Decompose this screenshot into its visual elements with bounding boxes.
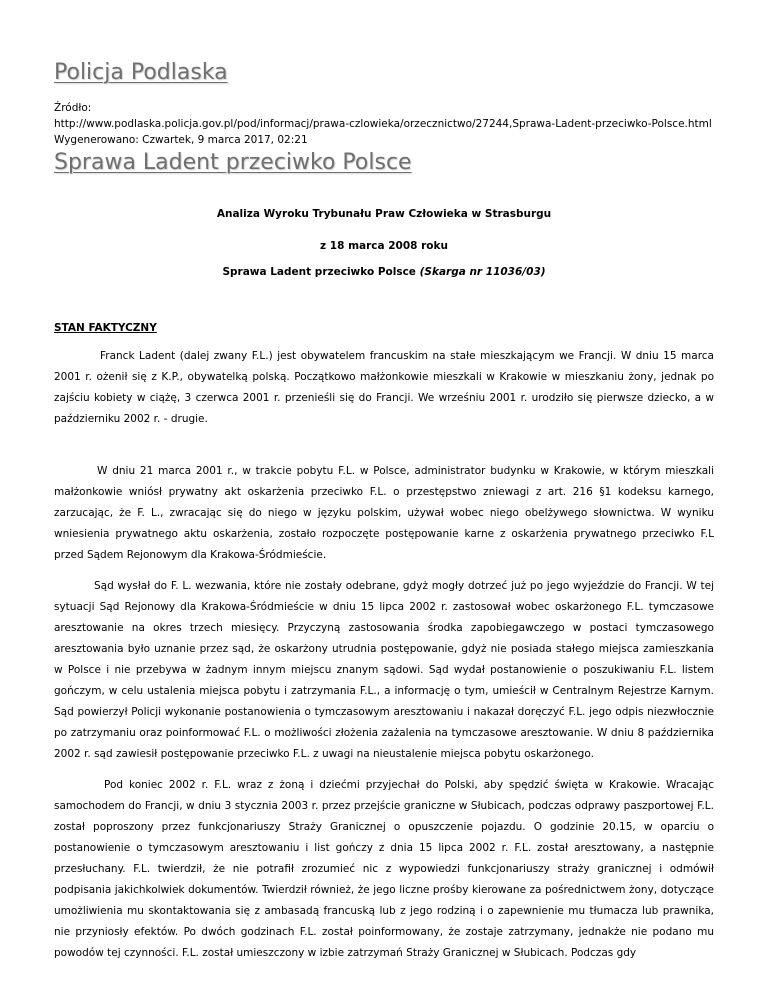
paragraph-4-text: Pod koniec 2002 r. F.L. wraz z żoną i dziećmi przyjechał do Polski, aby spędzić święta w Krakowie. Wracając samochodem do Francji, w dniu 3 stycznia 2003 r. przez przejście graniczne w Słubicach, podczas odprawy paszportowej F.L. został poproszony przez funkcjonariuszy Straży Granicznej o opuszczenie pojazdu. O godzinie 20.15, w oparciu o postanowienie o tymczasowym aresztowaniu i list gończy z dnia 15 lipca 2002 r. F.L. został aresztowany, a następnie przesłuchany. F.L. twierdził, że nie potrafił zrozumieć nic z wypowiedzi funkcjonariuszy straży granicznej i odmówił podpisania jakichkolwiek dokumentów. Twierdził również, że jego liczne prośby kierowane za pośrednictwem żony, dotyczące umożliwienia mu skontaktowania się z ambasadą francuską lub z jego rodziną i o zapewnienie mu tłumacza lub prawnika, nie przyniosły efektów. Po dwóch godzinach F.L. został poinformowany, że zostaje zatrzymany, jednakże nie podano mu powodów tej czynności. F.L. został umieszczony w izbie zatrzymań Straży Granicznej w Słubicach. Podczas gdy [54, 779, 714, 959]
paragraph-1-text: Franck Ladent (dalej zwany F.L.) jest obywatelem francuskim na stałe mieszkającym we Francji. W dniu 15 marca 2001 r. ożenił się z K.P., obywatelką polską. Początkowo małżonkowie mieszkali w Krakowie w mieszkaniu żony, jednak po zajściu kobiety w ciążę, 3 czerwca 2001 r. przenieśli się do Francji. We wrześniu 2001 r. urodziło się pierwsze dziecko, a w październiku 2002 r. - drugie. [54, 350, 714, 425]
generated-date: Wygenerowano: Czwartek, 9 marca 2017, 02:21 [54, 134, 308, 146]
subtitle-complaint-number: (Skarga nr 11036/03) [419, 266, 546, 278]
paragraph-4 [54, 775, 714, 964]
paragraph-2 [54, 461, 714, 566]
site-title[interactable]: Policja Podlaska [54, 60, 228, 85]
section-heading: STAN FAKTYCZNY [54, 322, 157, 334]
paragraph-2-text: W dniu 21 marca 2001 r., w trakcie pobytu F.L. w Polsce, administrator budynku w Krakowie, w którym mieszkali małżonkowie wniósł prywatny akt oskarżenia przeciwko F.L. o przestępstwo zniewagi z art. 216 §1 kodeksu karnego, zarzucając, że F. L., zwracając się do niego w języku polskim, używał wobec niego obelżywego słownictwa. W wyniku wniesienia prywatnego aktu oskarżenia, zostało rozpoczęte postępowanie karne z oskarżenia prywatnego przeciwko F.L przed Sądem Rejonowym dla Krakowa-Śródmieście. [54, 465, 714, 561]
source-url[interactable]: http://www.podlaska.policja.gov.pl/pod/informacj/prawa-czlowieka/orzecznictwo/27244,Sprawa-Ladent-przeciwko-Polsce.html [54, 118, 712, 130]
paragraph-3 [54, 576, 714, 765]
paragraph-1 [54, 346, 714, 430]
subtitle-case [54, 266, 714, 278]
subtitle-analysis: Analiza Wyroku Trybunału Praw Człowieka w Strasburgu [216, 208, 552, 220]
document-title[interactable]: Sprawa Ladent przeciwko Polsce [54, 150, 412, 175]
subtitle-date: z 18 marca 2008 roku [320, 240, 448, 252]
paragraph-3-text: Sąd wysłał do F. L. wezwania, które nie zostały odebrane, gdyż mogły dotrzeć już po jego wyjeździe do Francji. W tej sytuacji Sąd Rejonowy dla Krakowa-Śródmieście w dniu 15 lipca 2002 r. zastosował wobec oskarżonego F.L. tymczasowe aresztowanie na okres trzech miesięcy. Przyczyną zastosowania środka zapobiegawczego w postaci tymczasowego aresztowania było uznanie przez sąd, że oskarżony utrudnia postępowanie, gdyż nie posiada stałego miejsca zamieszkania w Polsce i nie przebywa w żadnym innym miejscu znanym sądowi. Sąd wydał postanowienie o poszukiwaniu F.L. listem gończym, w celu ustalenia miejsca pobytu i zatrzymania F.L., a informację o tym, umieścił w Centralnym Rejestrze Karnym. Sąd powierzył Policji wykonanie postanowienia o tymczasowym aresztowaniu i nakazał doręczyć F.L. jego odpis niezwłocznie po zatrzymaniu oraz poinformować F.L. o możliwości złożenia zażalenia na tymczasowe aresztowanie. W dniu 8 października 2002 r. sąd zawiesił postępowanie przeciwko F.L. z uwagi na nieustalenie miejsca pobytu oskarżonego. [54, 580, 714, 760]
subtitle-case-name: Sprawa Ladent przeciwko Polsce [222, 266, 416, 278]
source-meta [54, 100, 712, 148]
source-label: Źródło: [54, 102, 92, 114]
